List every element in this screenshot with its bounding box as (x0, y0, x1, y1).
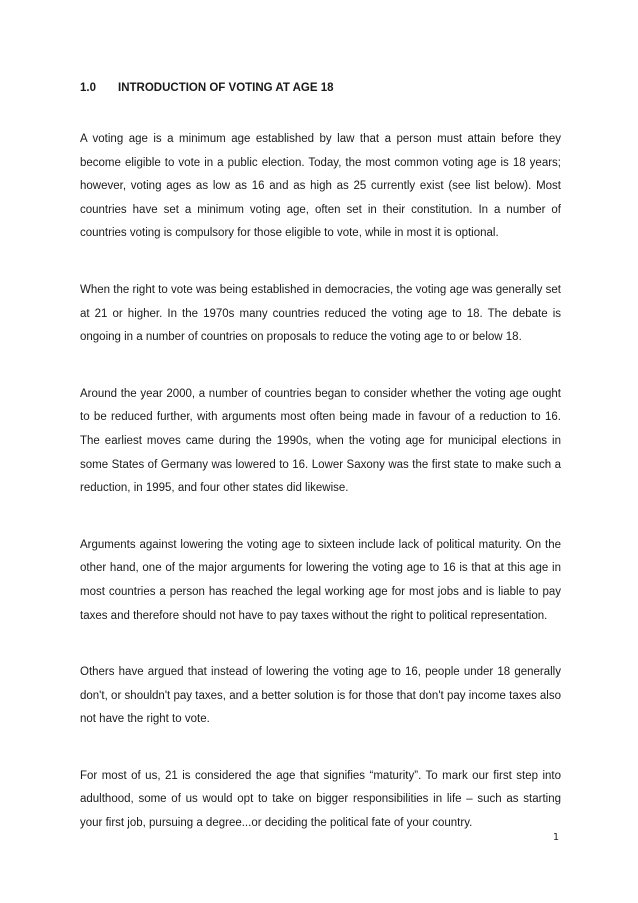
paragraph-history: When the right to vote was being established in democracies, the voting age was generally set at 21 or higher. In the 1970s many countries reduced the voting age to 18. The debate is ongoing in a number of countries on proposals to reduce the voting age to or below 18. (80, 283, 561, 344)
paragraph-voting-age-definition: A voting age is a minimum age established by law that a person must attain before they become eligible to vote in a public election. Today, the most common voting age is 18 years; however, voting ages as low as 16 and as high as 25 currently exist (see list below). Most countries have set a minimum voting age, often set in their constitution. In a number of countries voting is compulsory for those eligible to vote, while in most it is optional. (80, 133, 561, 240)
section-number: 1.0 (80, 82, 96, 94)
section-title: INTRODUCTION OF VOTING AT AGE 18 (118, 82, 334, 94)
body-text (80, 128, 561, 836)
paragraph-taxes: Others have argued that instead of lowering the voting age to 16, people under 18 generally don't, or shouldn't pay taxes, and a better solution is for those that don't pay income taxes also not have the right to vote. (80, 666, 561, 726)
section-heading (80, 81, 334, 95)
paragraph-maturity: For most of us, 21 is considered the age that signifies “maturity”. To mark our first step into adulthood, some of us would opt to take on bigger responsibilities in life – such as starting your first job, pursuing a degree...or deciding the political fate of your country. (80, 769, 561, 830)
page-number: 1 (553, 832, 560, 843)
paragraph-year-2000: Around the year 2000, a number of countries began to consider whether the voting age ought to be reduced further, with arguments most often being made in favour of a reduction to 16. The earliest moves came during the 1990s, when the voting age for municipal elections in some States of Germany was lowered to 16. Lower Saxony was the first state to make such a reduction, in 1995, and four other states did likewise. (80, 387, 561, 495)
paragraph-arguments: Arguments against lowering the voting age to sixteen include lack of political maturity. On the other hand, one of the major arguments for lowering the voting age to 16 is that at this age in most countries a person has reached the legal working age for most jobs and is liable to pay taxes and therefore should not have to pay taxes without the right to political representation. (80, 538, 561, 622)
